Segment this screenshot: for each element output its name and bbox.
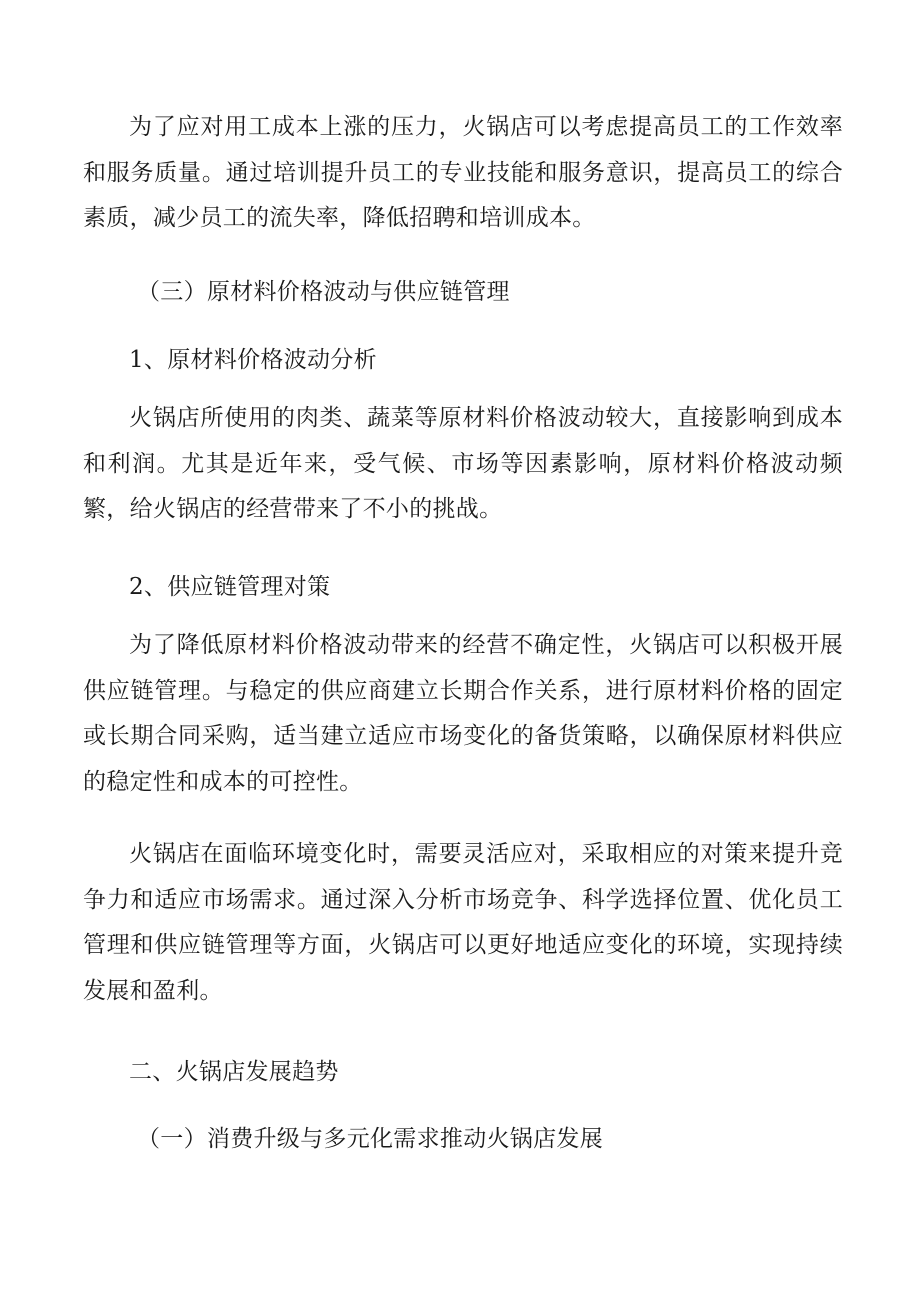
- paragraph-environment-adaptation: 火锅店在面临环境变化时，需要灵活应对，采取相应的对策来提升竞争力和适应市场需求。通过深入分析市场竞争、科学选择位置、优化员工管理和供应链管理等方面，火锅店可以更好地适应变化的环境，实现持续发展和盈利。: [83, 841, 843, 1004]
- heading-supply-chain-countermeasures: 2、供应链管理对策: [129, 574, 331, 600]
- paragraph-supply-chain-management: 为了降低原材料价格波动带来的经营不确定性，火锅店可以积极开展供应链管理。与稳定的供应商建立长期合作关系，进行原材料价格的固定或长期合同采购，适当建立适应市场变化的备货策略，以确保原材料供应的稳定性和成本的可控性。: [83, 632, 843, 795]
- heading-raw-material-supply-chain: （三）原材料价格波动与供应链管理: [137, 279, 510, 305]
- paragraph-price-fluctuation: 火锅店所使用的肉类、蔬菜等原材料价格波动较大，直接影响到成本和利润。尤其是近年来，受气候、市场等因素影响，原材料价格波动频繁，给火锅店的经营带来了不小的挑战。: [83, 405, 843, 522]
- heading-consumption-upgrade: （一）消费升级与多元化需求推动火锅店发展: [137, 1126, 603, 1152]
- heading-price-fluctuation-analysis: 1、原材料价格波动分析: [129, 347, 377, 373]
- heading-hotpot-development-trend: 二、火锅店发展趋势: [129, 1059, 339, 1085]
- paragraph-labor-cost-response: 为了应对用工成本上涨的压力，火锅店可以考虑提高员工的工作效率和服务质量。通过培训提升员工的专业技能和服务意识，提高员工的综合素质，减少员工的流失率，降低招聘和培训成本。: [83, 114, 843, 231]
